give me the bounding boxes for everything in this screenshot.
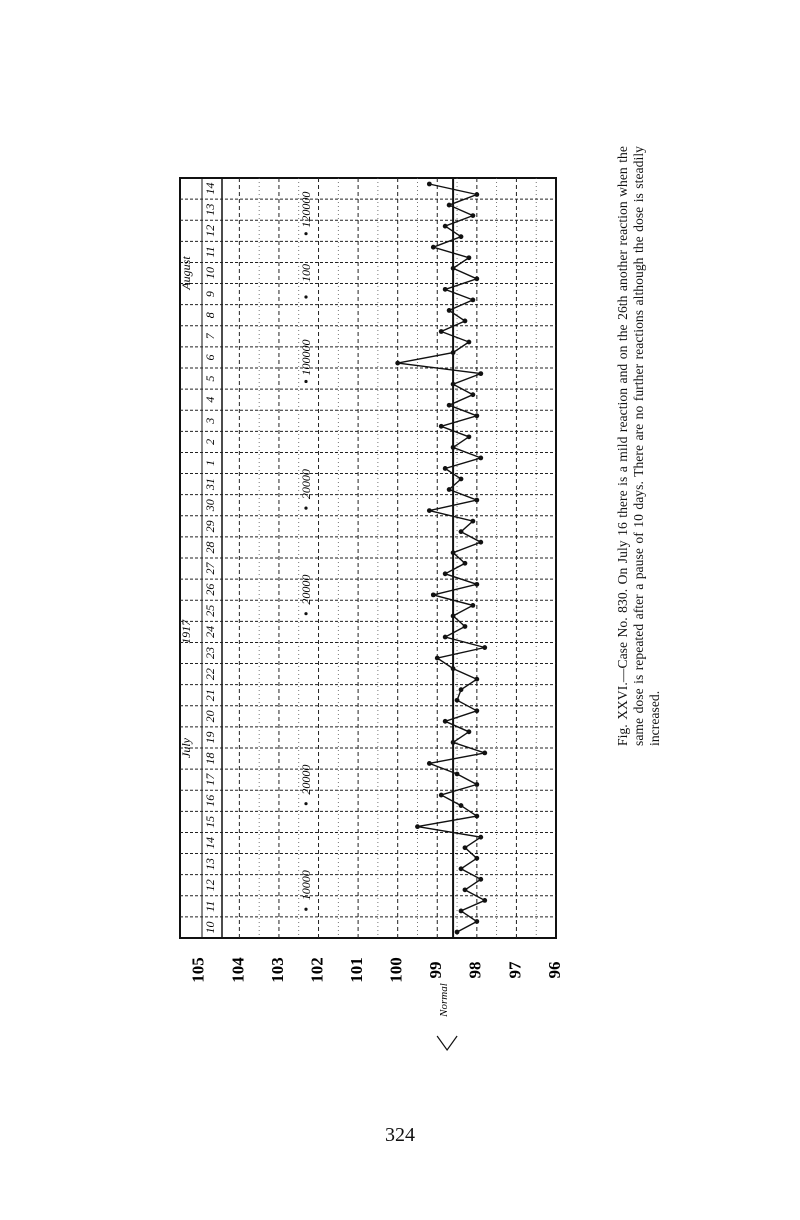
- dose-label: 120000: [299, 191, 313, 228]
- date-label: 19: [203, 731, 217, 744]
- date-label: 27: [203, 562, 217, 575]
- date-label: 18: [203, 752, 217, 765]
- temperature-point: [451, 382, 456, 387]
- date-label: 12: [203, 879, 217, 892]
- date-label: 17: [203, 773, 217, 786]
- temperature-point: [443, 719, 448, 724]
- temperature-point: [474, 276, 479, 281]
- dose-marker: [304, 507, 307, 510]
- page-number: 324: [385, 1124, 415, 1146]
- date-label: 11: [203, 900, 217, 912]
- temperature-point: [431, 592, 436, 597]
- date-label: 29: [203, 520, 217, 533]
- temperature-point: [443, 287, 448, 292]
- chart-grid: [180, 178, 556, 938]
- date-label: 25: [203, 604, 217, 617]
- dose-marker: [304, 380, 307, 383]
- dose-label: 20000: [299, 469, 313, 500]
- temperature-point: [439, 329, 444, 334]
- date-label: 1: [203, 460, 217, 466]
- date-label: 8: [203, 312, 217, 319]
- temperature-point: [474, 413, 479, 418]
- scale-label: 105: [188, 957, 208, 983]
- date-label: 12: [203, 224, 217, 237]
- date-label: 3: [203, 417, 217, 424]
- temperature-point: [482, 751, 487, 756]
- dose-label: 20000: [299, 764, 313, 795]
- normal-marker-label: Normal: [438, 983, 451, 1017]
- scale-label: 103: [267, 957, 287, 983]
- temperature-point: [467, 340, 472, 345]
- scale-label: 98: [465, 961, 485, 979]
- temperature-point: [455, 930, 460, 935]
- figure-caption: [615, 146, 665, 746]
- scale-label: 101: [347, 957, 367, 983]
- temperature-point: [427, 508, 432, 513]
- date-label: 11: [203, 246, 217, 258]
- temperature-point: [470, 603, 475, 608]
- temperature-point: [463, 319, 468, 324]
- temperature-point: [467, 729, 472, 734]
- temperature-point: [482, 898, 487, 903]
- temperature-point: [463, 887, 468, 892]
- temperature-point: [447, 487, 452, 492]
- normal-marker-arrow: [437, 1036, 457, 1050]
- temperature-point: [474, 498, 479, 503]
- temperature-point: [474, 782, 479, 787]
- date-label: 6: [203, 354, 217, 361]
- date-label: 13: [203, 858, 217, 871]
- temperature-point: [395, 361, 400, 366]
- date-label: 9: [203, 291, 217, 298]
- temperature-point: [451, 266, 456, 271]
- temperature-point: [463, 624, 468, 629]
- date-label: 26: [203, 583, 217, 596]
- temperature-point: [451, 614, 456, 619]
- temperature-point: [451, 445, 456, 450]
- temperature-point: [478, 835, 483, 840]
- temperature-point: [474, 856, 479, 861]
- month-label: August: [179, 256, 193, 290]
- temperature-point: [435, 656, 440, 661]
- temperature-point: [470, 392, 475, 397]
- figure-caption-text: Fig. XXVI.—Case No. 830. On July 16 there is a mild reaction and on the 26th another reaction when the same dose is repeated after a pause of 10 days. There are no further reactions although the dose is steadily increased.: [615, 146, 662, 746]
- dose-labels: [299, 192, 313, 911]
- scale-label: 102: [307, 957, 327, 983]
- dose-marker: [304, 908, 307, 911]
- dose-label: 100000: [299, 339, 313, 376]
- temperature-point: [474, 192, 479, 197]
- temperature-point: [447, 403, 452, 408]
- temperature-scale: [189, 957, 564, 1050]
- scale-label: 96: [544, 961, 564, 979]
- date-label: 10: [203, 267, 217, 279]
- temperature-point: [447, 308, 452, 313]
- dose-label: 100: [299, 264, 313, 282]
- dose-marker: [304, 295, 307, 298]
- temperature-point: [478, 456, 483, 461]
- temperature-point: [451, 666, 456, 671]
- temperature-point: [478, 540, 483, 545]
- dose-marker: [304, 802, 307, 805]
- month-label: 1917: [179, 619, 193, 644]
- temperature-point: [459, 234, 464, 239]
- dose-marker: [304, 232, 307, 235]
- temperature-point: [459, 529, 464, 534]
- temperature-point: [443, 635, 448, 640]
- temperature-point: [467, 255, 472, 260]
- temperature-point: [470, 213, 475, 218]
- scale-label: 97: [505, 961, 525, 979]
- dose-label: 10000: [299, 870, 313, 901]
- temperature-point: [463, 561, 468, 566]
- temperature-point: [478, 877, 483, 882]
- date-label: 2: [203, 438, 217, 445]
- temperature-point: [474, 814, 479, 819]
- temperature-point: [474, 582, 479, 587]
- temperature-point: [459, 803, 464, 808]
- date-label: 24: [203, 625, 217, 638]
- temperature-point: [443, 571, 448, 576]
- date-label: 31: [203, 478, 217, 491]
- date-label: 30: [203, 499, 217, 512]
- date-label: 13: [203, 203, 217, 216]
- temperature-point: [451, 350, 456, 355]
- temperature-point: [427, 182, 432, 187]
- date-label: 7: [203, 333, 217, 340]
- date-label: 23: [203, 647, 217, 659]
- temperature-point: [443, 466, 448, 471]
- scale-label: 104: [228, 957, 248, 983]
- scale-label: 100: [386, 957, 406, 983]
- temperature-point: [451, 740, 456, 745]
- temperature-point: [482, 645, 487, 650]
- date-label: 15: [203, 815, 217, 828]
- temperature-point: [470, 297, 475, 302]
- temperature-point: [459, 866, 464, 871]
- temperature-point: [463, 845, 468, 850]
- dose-label: 20000: [299, 574, 313, 605]
- temperature-point: [447, 203, 452, 208]
- date-label: 14: [203, 182, 217, 195]
- date-label: 4: [203, 396, 217, 403]
- date-label: 22: [203, 668, 217, 681]
- temperature-point: [431, 245, 436, 250]
- temperature-point: [474, 708, 479, 713]
- date-label: 21: [203, 689, 217, 702]
- date-label: 10: [203, 921, 217, 934]
- temperature-point: [439, 793, 444, 798]
- temperature-point: [455, 772, 460, 777]
- temperature-point: [451, 550, 456, 555]
- temperature-point: [459, 687, 464, 692]
- temperature-point: [459, 909, 464, 914]
- temperature-point: [474, 677, 479, 682]
- date-label: 20: [203, 710, 217, 723]
- temperature-point: [474, 919, 479, 924]
- date-label: 28: [203, 541, 217, 554]
- temperature-point: [467, 434, 472, 439]
- temperature-point: [470, 519, 475, 524]
- temperature-point: [439, 424, 444, 429]
- date-label: 14: [203, 837, 217, 849]
- dose-marker: [304, 612, 307, 615]
- date-label: 5: [203, 375, 217, 382]
- temperature-point: [459, 477, 464, 482]
- temperature-point: [478, 371, 483, 376]
- scale-label: 99: [426, 961, 446, 979]
- temperature-point: [427, 761, 432, 766]
- date-label: 16: [203, 794, 217, 807]
- temperature-point: [443, 224, 448, 229]
- temperature-point: [415, 824, 420, 829]
- temperature-point: [455, 698, 460, 703]
- month-label: July: [179, 738, 193, 758]
